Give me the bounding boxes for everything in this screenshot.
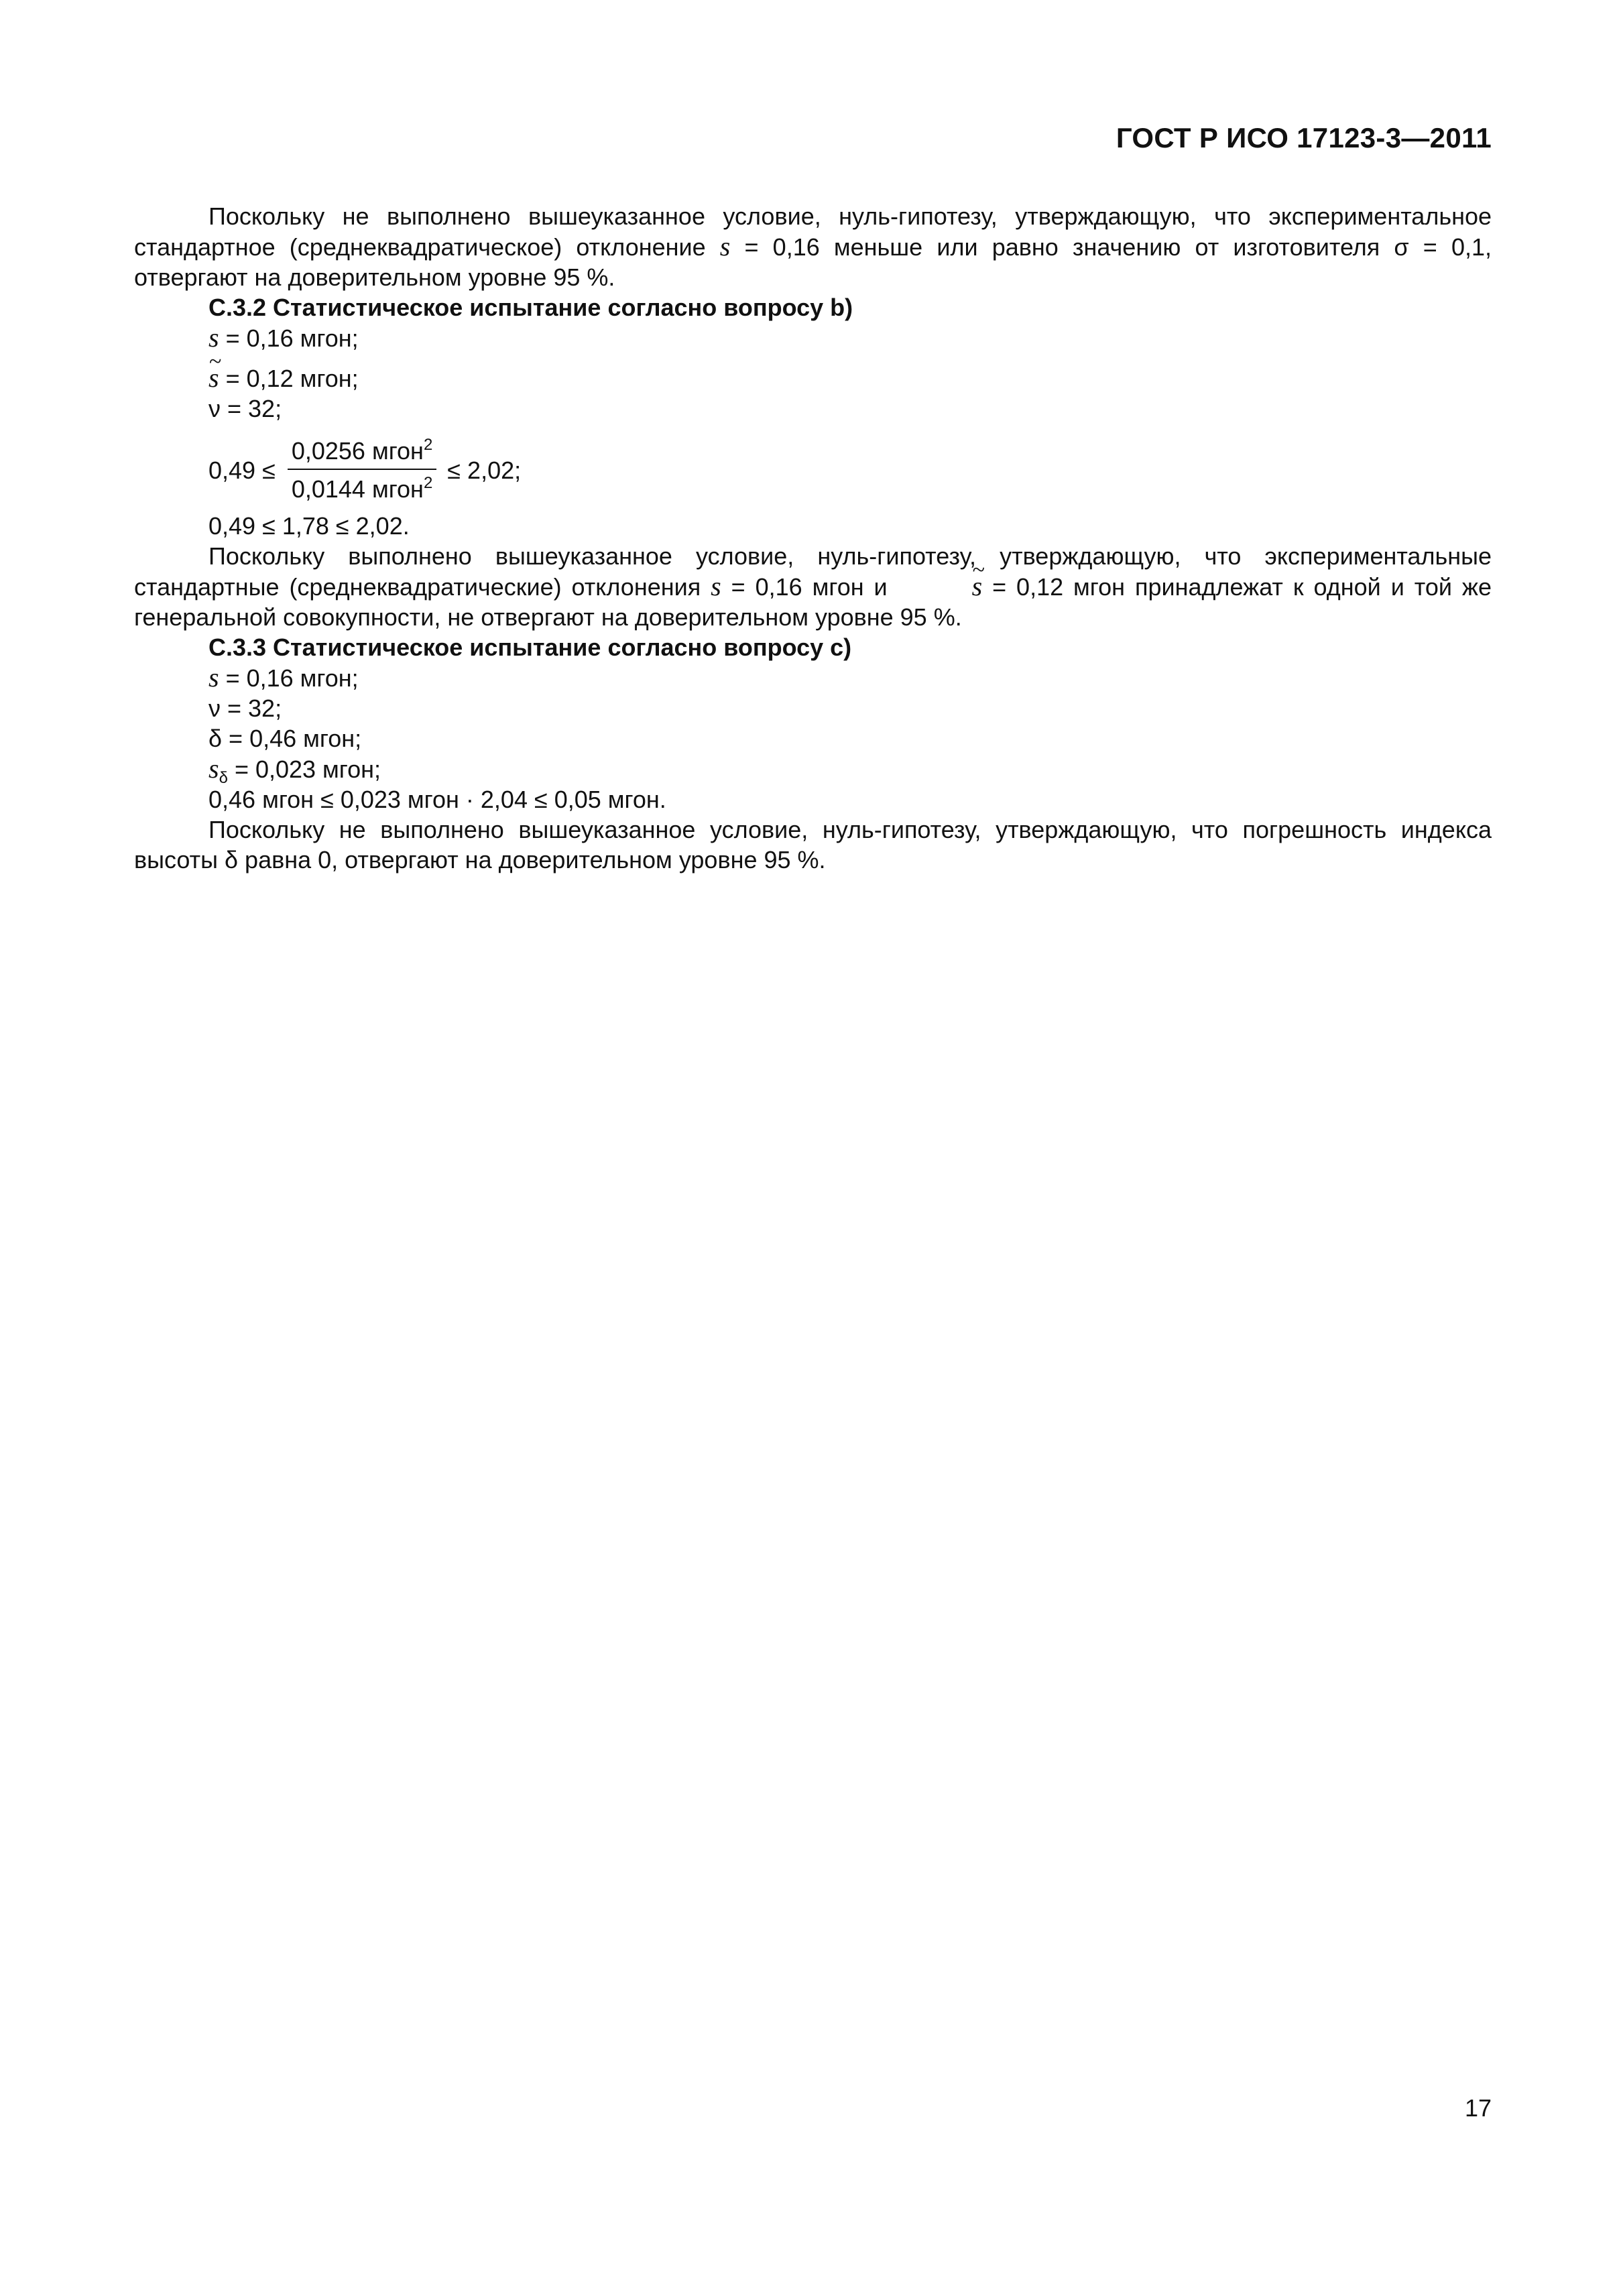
text: = 0,16 мгон;	[219, 324, 359, 352]
fraction-numerator	[288, 436, 436, 470]
text: = 0,12 мгон принадлежат к одной и той же генеральной совокупности, не отвергают на доверительном уровне 95 %.	[134, 573, 1492, 631]
variable-s: s	[208, 662, 219, 692]
variable-s: s	[208, 753, 219, 784]
formula-right: ≤ 2,02;	[447, 456, 522, 484]
exponent: 2	[423, 436, 433, 454]
fraction	[288, 436, 436, 504]
formula-left: 0,49 ≤	[208, 456, 276, 484]
text: Поскольку выполнено вышеуказанное условие, нуль-гипотезу, утверждающую, что экспериментальные стандартные (среднеквадратические) отклонения	[134, 542, 1492, 601]
paragraph-conclusion-c: Поскольку не выполнено вышеуказанное условие, нуль-гипотезу, утверждающую, что погрешность индекса высоты δ равна 0, отвергают на доверительном уровне 95 %.	[134, 816, 1492, 873]
page-content	[134, 201, 1492, 875]
page-number: 17	[1464, 2094, 1492, 2122]
section-heading-c33: C.3.3 Статистическое испытание согласно вопросу c)	[208, 633, 852, 661]
variable-s: s	[711, 571, 721, 601]
value-nu: ν = 32;	[208, 694, 282, 722]
text: = 0,16 мгон;	[219, 664, 359, 692]
variable-s: s	[719, 231, 731, 261]
paragraph-conclusion-b	[134, 541, 1492, 632]
variable-s-tilde: ~ s	[898, 571, 983, 601]
section-heading-c32: C.3.2 Статистическое испытание согласно вопросу b)	[208, 294, 853, 321]
formula-result: 0,49 ≤ 1,78 ≤ 2,02.	[208, 512, 410, 540]
exponent: 2	[423, 474, 433, 492]
variable-s-tilde: ~ s	[208, 363, 219, 393]
text: 0,0256 мгон	[291, 437, 424, 465]
document-header: ГОСТ Р ИСО 17123-3—2011	[1116, 122, 1492, 154]
variable-s: s	[208, 322, 219, 353]
fraction-formula	[134, 436, 1492, 504]
subscript-delta: δ	[219, 769, 228, 787]
value-s	[134, 662, 1492, 693]
value-s	[134, 322, 1492, 353]
inequality: 0,46 мгон ≤ 0,023 мгон · 2,04 ≤ 0,05 мгон.	[208, 786, 666, 813]
text: 0,0144 мгон	[291, 475, 424, 503]
text: = 0,023 мгон;	[227, 756, 381, 783]
text: Поскольку не выполнено вышеуказанное условие, нуль-гипотезу, утверждающую, что экспериментальное стандартное (среднеквадратическое) отклонение	[134, 202, 1492, 261]
fraction-denominator	[288, 470, 436, 504]
value-s-tilde	[134, 363, 1492, 394]
value-s-delta	[134, 753, 1492, 787]
text: = 0,16 мгон и	[721, 573, 898, 601]
value-delta: δ = 0,46 мгон;	[208, 725, 362, 752]
value-nu: ν = 32;	[208, 395, 282, 422]
text: = 0,16 меньше или равно значению от изготовителя σ = 0,1, отвергают на доверительном уровне 95 %.	[134, 233, 1492, 291]
text: = 0,12 мгон;	[219, 365, 359, 392]
paragraph-conclusion-a	[134, 201, 1492, 292]
